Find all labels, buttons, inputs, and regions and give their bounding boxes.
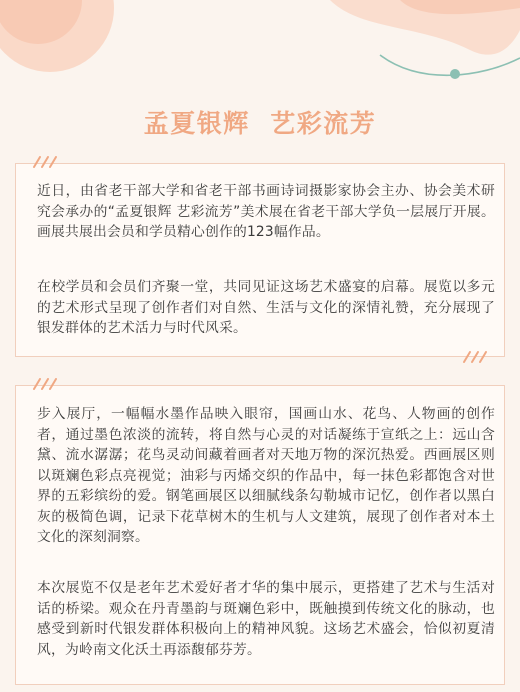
slash-decoration-top-left [32, 155, 66, 169]
top-decoration [0, 0, 520, 100]
paragraph: 本次展览不仅是老年艺术爱好者才华的集中展示，更搭建了艺术与生活对话的桥梁。观众在丹青墨韵与斑斓色彩中，既触摸到传统文化的脉动，也感受到新时代银发群体积极向上的精神风貌。这场艺术盛会，恰似初夏清风，为岭南文化沃土再添馥郁芬芳。 [37, 580, 495, 658]
decor-green-curve [380, 55, 520, 75]
paragraph: 步入展厅，一幅幅水墨作品映入眼帘，国画山水、花鸟、人物画的创作者，通过墨色浓淡的流转，将自然与心灵的对话凝练于宣纸之上：远山含黛、流水潺潺；花鸟灵动间藏着画者对天地万物的深沉热爱。西画展区则以斑斓色彩点亮视觉；油彩与丙烯交织的作品中，每一抹色彩都饱含对世界的五彩缤纷的爱。钢笔画展区以细腻线条勾勒城市记忆，创作者以黑白灰的极简色调，记录下花草树木的生机与人文建筑，展现了创作者对本土文化的深刻洞察。 [37, 406, 495, 545]
paragraph: 在校学员和会员们齐聚一堂，共同见证这场艺术盛宴的启幕。展览以多元的艺术形式呈现了创作者们对自然、生活与文化的深情礼赞，充分展现了银发群体的艺术活力与时代风采。 [37, 279, 495, 336]
page-title: 孟夏银辉 艺彩流芳 [143, 109, 377, 138]
article-section-1 [15, 163, 505, 357]
slash-decoration-bottom-right [456, 350, 490, 364]
decor-green-dot [450, 69, 460, 79]
article-section-2 [15, 385, 505, 685]
paragraph: 近日，由省老干部大学和省老干部书画诗词摄影家协会主办、协会美术研究会承办的“孟夏银辉 艺彩流芳”美术展在省老干部大学负一层展厅开展。画展共展出会员和学员精心创作的123幅作品。 [37, 183, 495, 240]
slash-decoration-top-left [32, 377, 66, 391]
